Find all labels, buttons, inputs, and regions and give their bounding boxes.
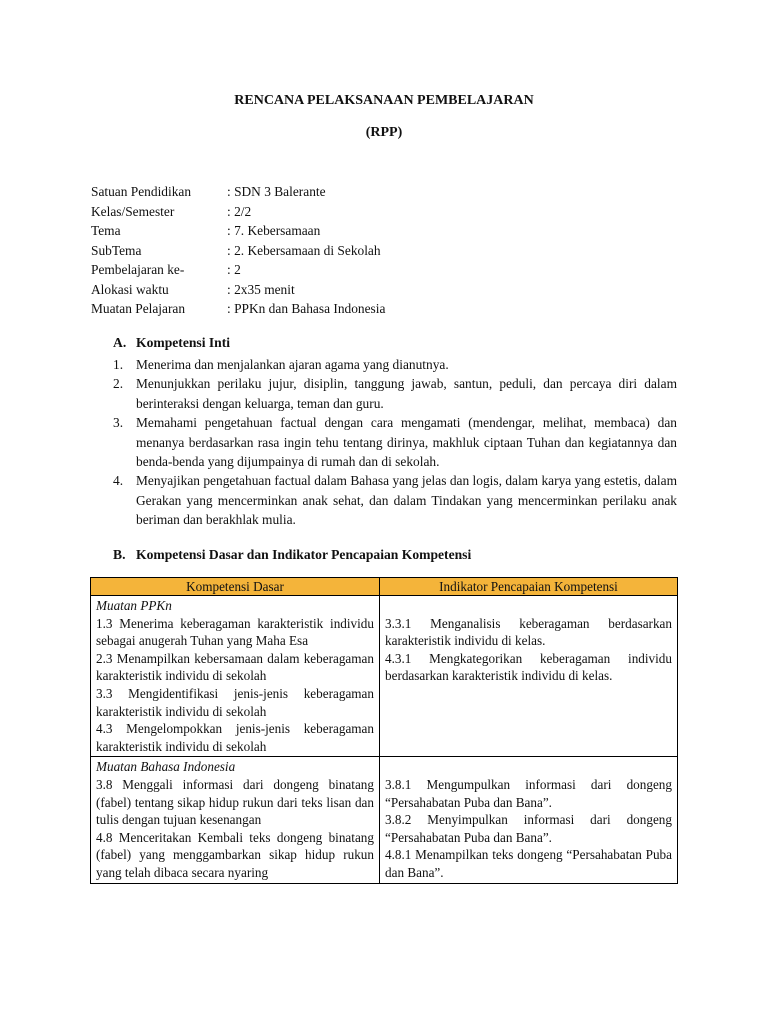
section-a-heading [113,335,230,351]
identity-row [91,299,385,319]
list-item [113,355,677,374]
table-row [91,757,678,883]
muatan-label: Muatan PPKn [96,598,172,613]
kd-cell [91,757,380,883]
column-header-kd: Kompetensi Dasar [91,578,380,596]
identity-label: Pembelajaran ke- [91,262,185,277]
identity-label: Satuan Pendidikan [91,184,192,199]
section-b-title: Kompetensi Dasar dan Indikator Pencapaian Kompetensi [136,547,472,562]
list-item-text: Menerima dan menjalankan ajaran agama yang dianutnya. [136,357,449,372]
document-subtitle: (RPP) [365,125,403,140]
section-b-letter: B. [113,547,126,562]
table-header-row [91,578,678,596]
identity-label: Alokasi waktu [91,281,169,297]
identity-value: : 2. Kebersamaan di Sekolah [227,242,381,258]
kd-item: 3.3 Mengidentifikasi jenis-jenis keberagaman karakteristik individu di sekolah [96,685,374,719]
column-header-ipk: Indikator Pencapaian Kompetensi [380,578,678,596]
ipk-cell [380,596,678,757]
list-item-number: 4. [113,473,124,489]
identity-label: Tema [91,223,121,238]
ipk-item: 4.3.1 Mengkategorikan keberagaman individu berdasarkan karakteristik individu di kelas. [385,650,672,684]
kd-item: 4.3 Mengelompokkan jenis-jenis keberagaman karakteristik individu di sekolah [96,721,374,754]
identity-label: SubTema [91,242,142,258]
list-item-text: Memahami pengetahuan factual dengan cara mengamati (mendengar, melihat, membaca) dan menanya berdasarkan rasa ingin tehu tentang dirinya, makhluk ciptaan Tuhan dan kegiatannya dan benda-benda yang dijumpainya di rumah dan di sekolah. [136,415,677,470]
table-row [91,596,678,757]
section-b-heading [113,547,471,563]
ipk-item: 3.3.1 Menganalisis keberagaman berdasarkan karakteristik individu di kelas. [385,615,672,649]
list-item-number: 2. [113,376,124,392]
identity-value: : 2 [227,262,241,277]
kompetensi-table [90,577,678,884]
identity-value: : 2x35 menit [227,281,295,297]
kd-cell [91,596,380,757]
section-a-title: Kompetensi Inti [136,335,231,350]
ipk-item: 3.8.2 Menyimpulkan informasi dari dongeng “Persahabatan Puba dan Bana”. [385,812,672,845]
identity-row [91,221,385,241]
identity-label: Muatan Pelajaran [91,301,186,316]
identity-row [91,280,385,300]
list-item [113,413,677,471]
identity-value: : 2/2 [227,203,252,219]
identity-value: : 7. Kebersamaan [227,223,321,238]
identity-label: Kelas/Semester [91,203,175,219]
section-a-letter: A. [113,335,127,350]
ipk-cell [380,757,678,883]
kd-item: 4.8 Menceritakan Kembali teks dongeng binatang (fabel) yang menggambarkan sikap hidup rukun yang telah dibaca secara nyaring [96,829,374,880]
ipk-item: 3.8.1 Mengumpulkan informasi dari dongeng “Persahabatan Puba dan Bana”. [385,776,672,810]
kompetensi-inti-list [113,355,677,530]
kd-item: 2.3 Menampilkan kebersamaan dalam keberagaman karakteristik individu di sekolah [96,650,374,684]
identity-row [91,182,385,202]
list-item-text: Menyajikan pengetahuan factual dalam Bahasa yang jelas dan logis, dalam karya yang estetis, dalam Gerakan yang mencerminkan anak sehat, dan dalam Tindakan yang mencerminkan perilaku anak beriman dan berakhlak mulia. [136,473,677,528]
identity-row [91,260,385,280]
list-item-number: 3. [113,415,124,431]
ipk-item: 4.8.1 Menampilkan teks dongeng “Persahabatan Puba dan Bana”. [385,847,672,880]
list-item-text: Menunjukkan perilaku jujur, disiplin, tanggung jawab, santun, peduli, dan percaya diri dalam berinteraksi dengan keluarga, teman dan guru. [136,376,677,411]
identity-block [91,182,385,319]
list-item-number: 1. [113,357,124,372]
kd-item: 3.8 Menggali informasi dari dongeng binatang (fabel) tentang sikap hidup rukun dari teks lisan dan tulis dengan tujuan kesenangan [96,776,374,828]
list-item [113,471,677,529]
identity-value: : PPKn dan Bahasa Indonesia [227,301,386,316]
muatan-label: Muatan Bahasa Indonesia [96,759,236,775]
identity-row [91,202,385,222]
document-title: RENCANA PELAKSANAAN PEMBELAJARAN [234,93,534,108]
identity-row [91,241,385,261]
list-item [113,374,677,413]
kd-item: 1.3 Menerima keberagaman karakteristik individu sebagai anugerah Tuhan yang Maha Esa [96,615,374,649]
identity-value: : SDN 3 Balerante [227,184,326,199]
